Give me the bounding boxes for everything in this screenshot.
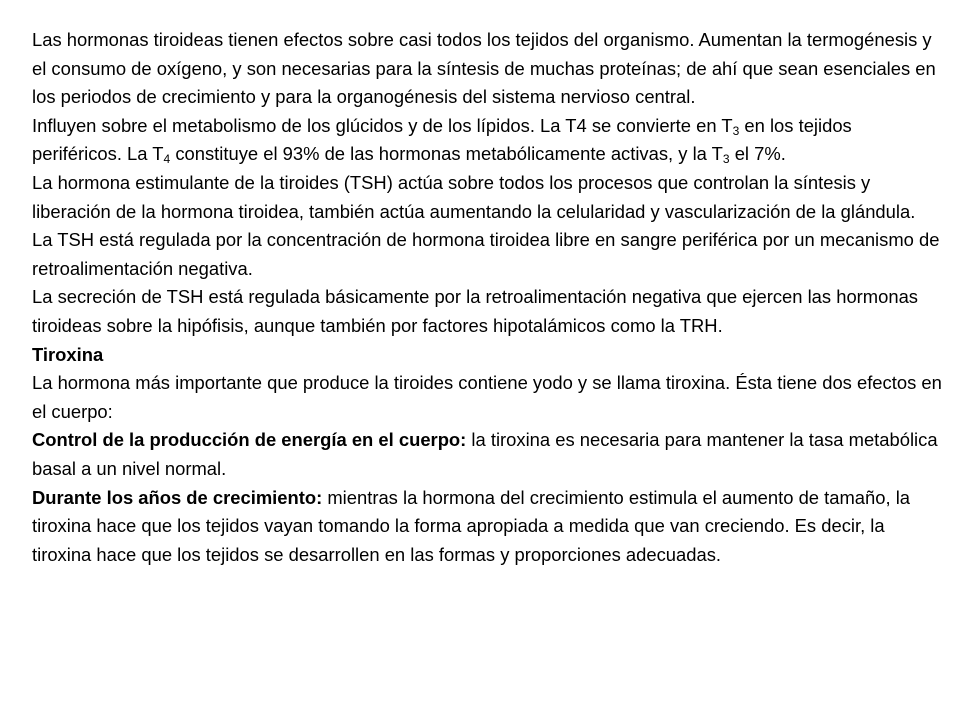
growth-years-text: mientras la hormona del crecimiento estimula el aumento de tamaño, la tiroxina hace que los tejidos vayan tomando la forma apropiada a medida que van creciendo. Es decir, la tiroxina hace que los tejidos se desarrollen en las formas y proporciones adecuadas. (32, 486, 911, 565)
subscript-4: 4 (163, 152, 171, 167)
paragraph-metabolism-part-b: en los tejidos periféricos. La T (32, 114, 852, 165)
subscript-3-a: 3 (732, 123, 740, 138)
paragraph-tsh-action: La hormona estimulante de la tiroides (TSH) actúa sobre todos los procesos que controlan la síntesis y liberación de la hormona tiroidea, también actúa aumentando la celularidad y vascularización de la glándula. (32, 171, 916, 222)
paragraph-thyroid-effects: Las hormonas tiroideas tienen efectos sobre casi todos los tejidos del organismo. Aumentan la termogénesis y el consumo de oxígeno, y son necesarias para la síntesis de muchas proteínas; de ahí que sean esenciales en los periodos de crecimiento y para la organogénesis del sistema nervioso central. (32, 29, 936, 108)
energy-control-lead: Control de la producción de energía en el cuerpo: (32, 429, 467, 451)
growth-years-lead: Durante los años de crecimiento: (32, 486, 323, 508)
paragraph-energy-control (32, 426, 944, 483)
paragraph-growth-years (32, 484, 944, 570)
paragraph-tsh-regulation: La TSH está regulada por la concentración de hormona tiroidea libre en sangre periférica por un mecanismo de retroalimentación negativa. (32, 229, 940, 279)
slide-text-body (32, 26, 944, 569)
energy-control-text: la tiroxina es necesaria para mantener la tasa metabólica basal a un nivel normal. (32, 429, 938, 479)
paragraph-metabolism (32, 112, 944, 169)
subscript-3-b: 3 (722, 152, 730, 167)
paragraph-metabolism-part-a: Influyen sobre el metabolismo de los glúcidos y de los lípidos. La T4 se convierte en T (32, 114, 733, 136)
paragraph-metabolism-part-c: constituye el 93% de las hormonas metabólicamente activas, y la T (170, 143, 723, 165)
paragraph-tsh-secretion: La secreción de TSH está regulada básicamente por la retroalimentación negativa que ejercen las hormonas tiroideas sobre la hipófisis, aunque también por factores hipotalámicos como la TRH. (32, 286, 918, 336)
paragraph-tiroxina-intro: La hormona más importante que produce la tiroides contiene yodo y se llama tiroxina. Ésta tiene dos efectos en el cuerpo: (32, 372, 942, 422)
paragraph-metabolism-part-d: el 7%. (729, 143, 786, 165)
section-heading-tiroxina: Tiroxina (32, 343, 104, 365)
